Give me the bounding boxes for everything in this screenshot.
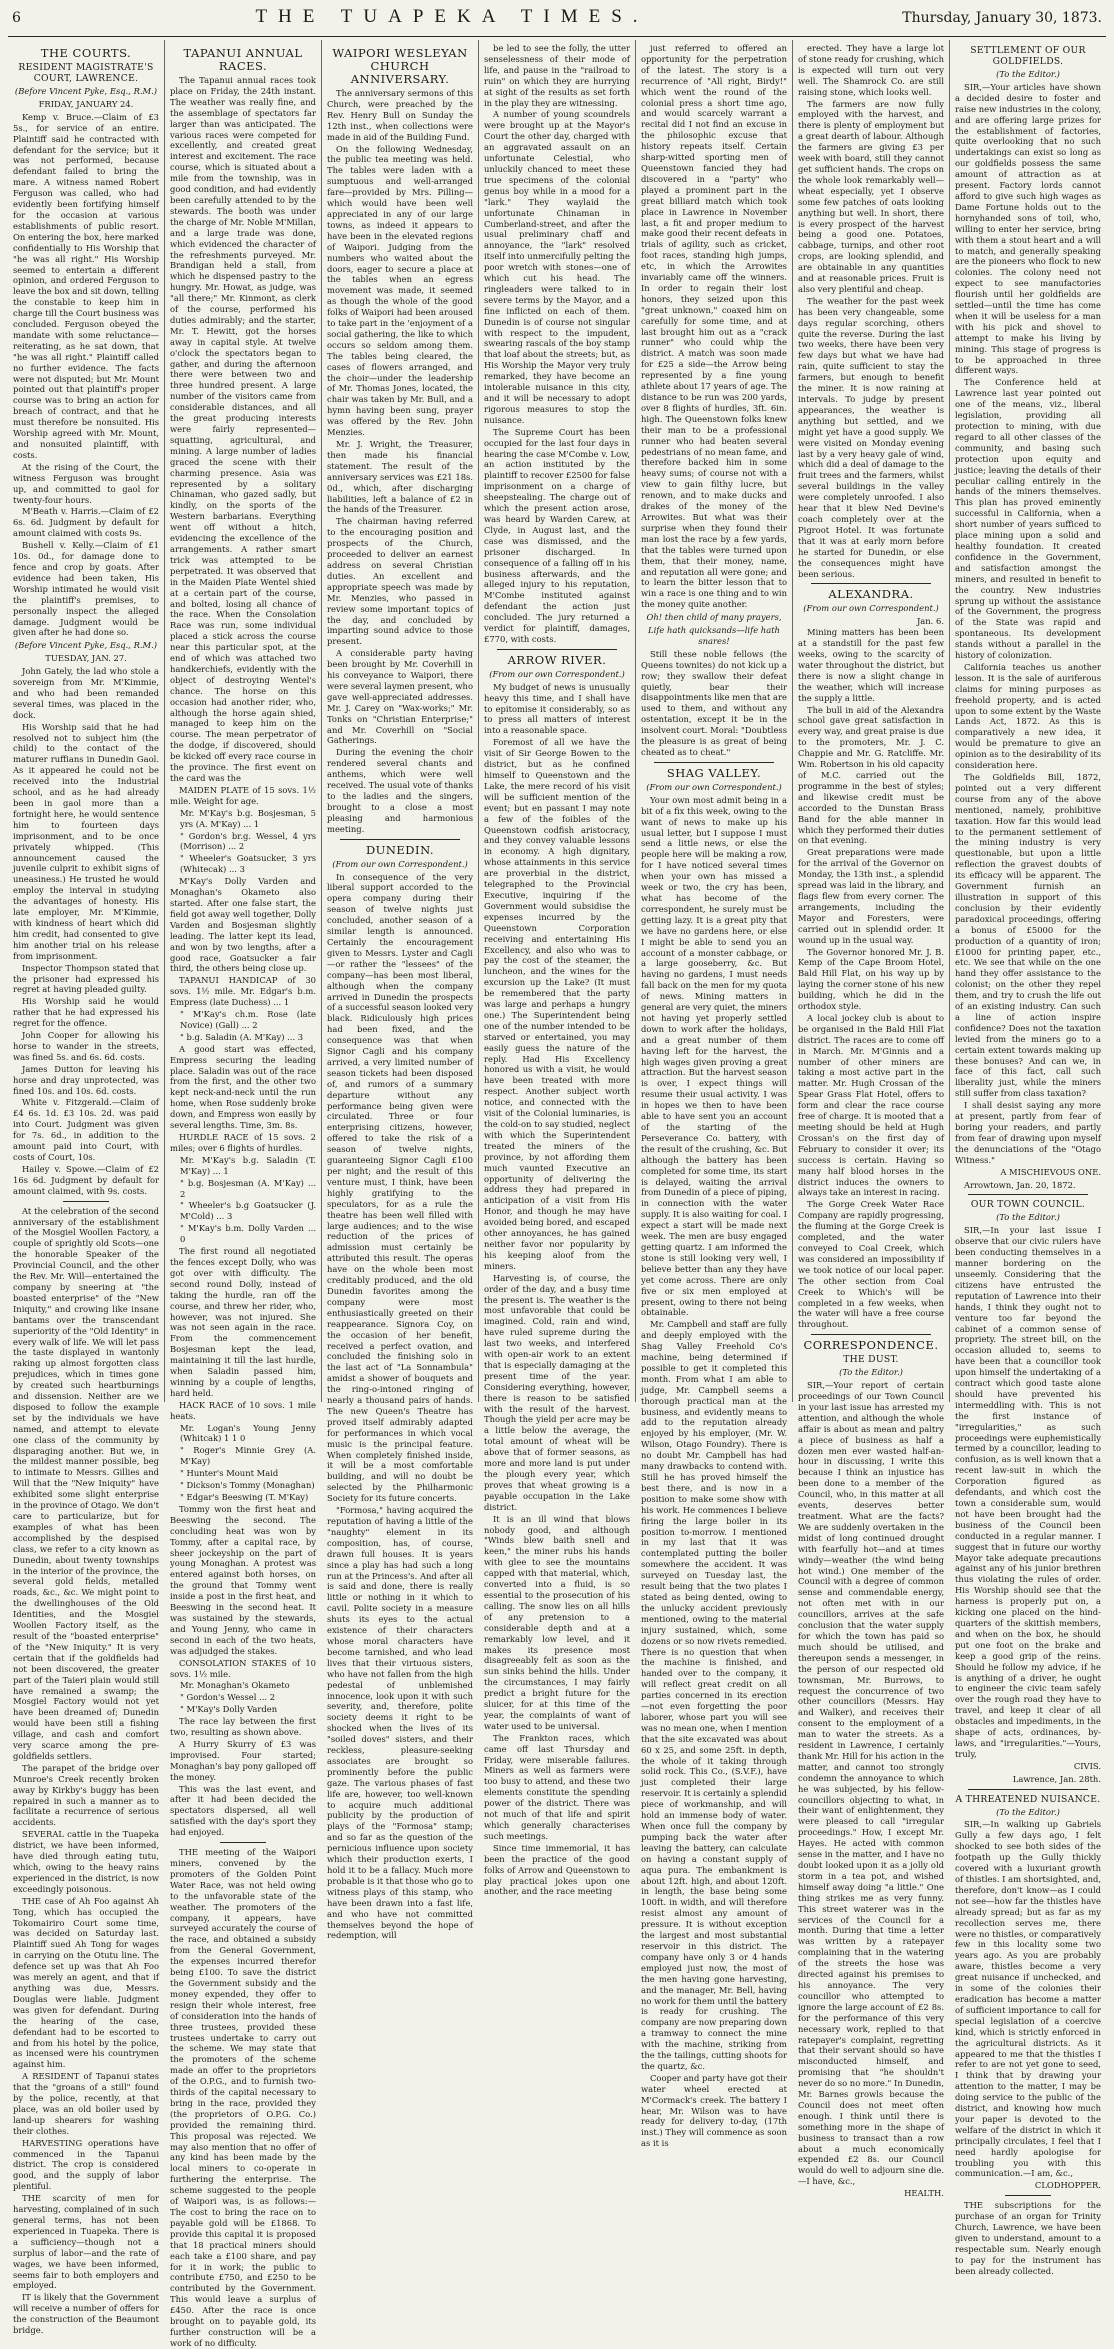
paragraph: erected. They have a large lot of stone ready for crushing, which is expected will turn out very well. The Shamrock Co. are still raising stone, which looks well. <box>798 43 944 97</box>
paragraph: IT is likely that the Government will receive a number of offers for the construction of the Beaumont bridge. <box>13 2292 159 2336</box>
paragraph: Mr. J. Wright, the Treasurer, then made his financial statement. The result of the anniversary services was £21 18s. 0d., which, after discharging liabilities, left a balance of £2 in the hands of the Treasurer. <box>327 439 473 515</box>
paragraph: I shall desist saying any more at present, partly from fear of boring your readers, and partly from fear of drawing upon myself the denunciations of the "Otago Witness." <box>955 1100 1101 1165</box>
race-entry: CONSOLATION STAKES of 10 sovs. 1½ mile. <box>170 1657 316 1679</box>
section-heading-correspondence: CORRESPONDENCE. <box>803 1338 939 1353</box>
paragraph: THE case of Ah Foo against Ah Tong, which has occupied the Tokomairiro Court some time, was decided on Saturday last. Plaintiff sued Ah Tong for wages in carrying on the Otutu line. The defence set up was that Ah Foo was merely an agent, and that if anything was due, Messrs. Douglas were liable. Judgment was given for defendant. During the hearing of the case, defendant had to be escorted to and from his hotel by the police, as incensed were his countrymen against him. <box>13 1895 159 2070</box>
newspaper-title: THE TUAPEKA TIMES. <box>255 6 649 27</box>
paragraph: "Formosa," having acquired the reputation of having a little of the "naughty" element in its composition, has, of course, drawn full houses. It is years since a play has had such a long run at the Princess's. And after all is said and done, there is really little or nothing in it which to cavil. Polite society in a measure shuts its eyes to the actual existence of their characters whose moral characters have become tarnished, and who lead lives that their virtuous sisters, who have not fallen from the high pedestal of unblemished innocence, look upon it with such severity, and, therefore, polite society deems it right to be shocked when the lives of its "soiled doves" sisters, and their reckless, pleasure-seeking associates are brought so prominently before the public gaze. The various phases of fast life are, however, too well-known to acquire much additional publicity by the production of plays of the "Formosa" stamp; and so far as the question of the pernicious influence upon society which their production exerts, I hold it to be a fallacy. Much more probable is it that those who go to witness plays of this stamp, who have been drawn into a fast life, and who have not committed themselves beyond the hope of redemption, will <box>327 1505 474 1941</box>
correspondent-line: (From our own Correspondent.) <box>332 858 468 869</box>
divider <box>811 583 931 584</box>
paragraph: M'Beath v. Harris.—Claim of £2 6s. 6d. Judgment by default for amount claimed with costs 9s. <box>13 506 159 539</box>
paragraph: Still these noble fellows (the Queens townites) do not kick up a row; they swallow their defeat quietly, bear their disappointments like men that are used to them, and without any ostentation, except it be in the insolvent court. Moral: "Doubtless the pleasure is as great of being cheated as to cheat." <box>641 648 787 757</box>
columns <box>8 40 1106 2348</box>
race-entry: " Wheeler's Goatsucker, 3 yrs (Whitecak) ... 3 <box>180 853 316 875</box>
section-heading-alexandra: ALEXANDRA. <box>828 587 914 602</box>
paragraph: Kemp v. Bruce.—Claim of £3 5s., for service of an entire. Plaintiff said he contracted with defendant for the service; but it was not performed, because defendant failed to bring the mare. A witness named Robert Ferguson was called, who had evidently been fortifying himself for the occasion at various establishments of public resort. On entering the box, here marked confidentially to His Worship that "he was all right." His Worship seemed to entertain a different opinion, and ordered Ferguson to leave the box and sit down, telling the constable to keep him in charge till the Court business was concluded. Ferguson obeyed the mandate with some reluctance—reiterating, as he sat down, that "he was all right." Plaintiff called no further evidence. The facts were not disputed; but Mr. Mount pointed out that plaintiff's proper course was to bring an action for breach of contract, and that he must therefore be nonsuited. His Worship agreed with Mr. Mount, and nonsuited plaintiff, with costs. <box>13 111 159 460</box>
paragraph: Bushell v. Kelly.—Claim of £1 10s. 0d., for damage done to fence and crop by goats. After evidence had been taken, His Worship intimated he would visit the plaintiff's premises, to personally inspect the alleged damage. Judgment would be given after he had done so. <box>13 540 159 638</box>
divider <box>811 1334 931 1335</box>
paragraph: The Conference held at Lawrence last year pointed out one of the means, viz., liberal legislation, providing all protection to mining, with due regard to all other classes of the community, and basing such protection upon equity and justice; leaving the details of their peculiar calling entirely in the hands of the miners themselves. This plan has proved eminently successful in California, when a short number of years sufficed to place mining upon a solid and healthy foundation. It created confidence in the Government, and satisfaction amongst the miners, and resulted in benefit to the country. New industries sprung up without the assistance of the Government, the progress of the State was rapid and spontaneous. Its development stands without a parallel in the history of colonization. <box>955 377 1101 661</box>
section-heading-waipori: WAIPORI WESLEYAN CHURCH ANNIVERSARY. <box>332 46 468 86</box>
race-entry: The first round all negotiated the fences except Dolly, who was got over with difficulty. The second round Dolly, instead of taking the hurdle, ran off the course, and threw her rider, who, however, was not injured. She was not seen again in the race. From the commencement Bosjesman kept the lead, maintaining it till the last hurdle, when Saladin passed him, winning by a couple of lengths, hard held. <box>170 1246 316 1398</box>
column-3 <box>322 40 479 1941</box>
paragraph: The bull in aid of the Alexandra school gave great satisfaction in every way, and great praise is due to the promoters, Mr. J. C. Chappie and Mr. G. Ratcliffe. Mr. Wm. Robertson in his old capacity of M.C. carried out the programme in the best of styles; and likewise credit must be accorded to the Dunstan Brass Band for the able manner in which they performed their duties on that evening. <box>798 704 944 846</box>
to-editor: (To the Editor.) <box>996 1806 1060 1817</box>
paragraph: Great preparations were made for the arrival of the Governor on Monday, the 13th inst., a splendid spread was laid in the library, and flags flew from every corner. The arrangements, including the Mayor and Foresters, were carried out in splendid order. It wound up in the usual way. <box>798 847 944 945</box>
to-editor: (To the Editor.) <box>839 1367 903 1378</box>
race-results <box>170 785 316 1838</box>
divider <box>63 1201 109 1202</box>
paragraph: SIR,—In your last issue I observe that our civic rulers have been conducting themselves in a manner bordering on the unseemly. Considering that the citizens have entrusted the reputation of Lawrence into their hands, I think they ought not to venture too far beyond the cabinet of a common sense of propriety. The street bill, on the occasion alluded to, seems to have been that a councillor took upon himself the undertaking of a contract which good taste alone should have prevented his intermeddling with. This is not the first instance of "irregularities," as such proceedings were euphemistically termed by a councillor, leading to confusion, as is well known that a recent law-suit in which the Corporation figured as defendants, and which cost the town a considerable sum, would not have been brought had the business of the Council been conducted in a regular manner. I suggest that in future our worthy Mayor take adequate precautions against any of his junior brethren thus violating the rules of order. His Worship should see that the harness is properly put on, a kicking one placed on the hind-quarters of the skittish members, and when on the box, he should put one foot on the brake and keep a good grip of the reins. Should he follow my advice, if he is anything of a driver, he ought to engineer the civic team safely over the rough road they have to travel, and keep it clear of all obstacles and impediments, in the shape of acts, ordinances, by-laws, and "irregularities."—Yours, truly, <box>955 1225 1101 1759</box>
paragraph: The weather for the past week has been very changeable, some days regular scorching, others quite the reverse. During the last two weeks, there have been very few days but what we have had rain, quite sufficient to stay the farmers, but enough to benefit the miner. It is now raining at intervals. To judge by present appearances, the weather is anything but settled, and we might yet have a good supply. We were visited on Monday evening last by a very heavy gale of wind, which did a deal of damage to the fruit trees and the farmers, whilst several buildings in the valley were completely unroofed. I also hear that it blew Ned Devine's coach completely over at the Pigroot Hotel. It was fortunate that it was at early morn before he started for Dunedin, or else the consequences might have been serious. <box>798 295 944 579</box>
race-entry: A good start was effected, Empress securing the leading place. Saladin was out of the race from the first, and the other two kept neck-and-neck until the run home, when Rose suddenly broke down, and Empress won easily by several lengths. Time, 3m. 8s. <box>170 1043 316 1131</box>
paragraph: The Supreme Court has been occupied for the last four days in hearing the case M'Combe v. Low, an action instituted by the plaintiff to recover £2500 for false imprisonment on a charge of sheepstealing. The charge out of which the present action arose, was heard by Warden Carew, at Clyde, in August last, and the case was dismissed, and the prisoner discharged. In consequence of a falling off in his business afterwards, and the alleged injury to his reputation, M'Combe instituted against defendant the action just concluded. The jury returned a verdict for plaintiff, damages, £770, with costs. <box>484 426 631 644</box>
divider <box>968 1789 1088 1790</box>
section-heading-shag-valley: SHAG VALLEY. <box>666 765 762 780</box>
paragraph: Your own most admit being in a bit of a fix this week, owing to the want of news to make up his usual letter, but I suppose I must send a little news, or else the people here will be making a row, for I have noticed several times when your own has missed a week or two, the cry has been, what has become of the correspondent, he surely must be getting lazy. It is a great pity that we have no gardens here, or else I might be able to send you an account of a monster cabbage, or a large gooseberry, &c. But having no gardens, I must needs fall back on the men for my quota of news. Mining matters in general are very quiet, the miners not having yet properly settled down to work after the holidays, and a great number of them having left for the harvest, the high wages given proving a great attraction. But the harvest season is over, I expect things will resume their usual activity. I was in hopes we then to have been able to have sent you an account of the starting of the Perseverance Co. battery, with the result of the crushing, &c. But although the battery has been completed for some time, its start is delayed, waiting the arrival from Dunedin of a piece of piping, in connection with the water supply. It is also waiting for coal. I expect a start will be made next week. The men are busy engaged getting quartz. I am informed the stone is still looking very well, I believe better than any they have yet come across. There are only five or six men employed at present, owing to there not being obtainable. <box>641 794 787 1318</box>
verse-line: Oh! then child of many prayers, <box>646 612 782 623</box>
court-day: FRIDAY, JANUARY 24. <box>38 98 134 109</box>
race-entry: Mr. Logan's Young Jenny (Whitcak) 1 1 0 <box>180 1422 316 1444</box>
paragraph: White v. Fitzgerald.—Claim of £4 6s. 1d. £3 10s. 2d. was paid into Court. Judgment was given for 7s. 6d., in addition to the amount paid into Court, with costs of Court, 10s. <box>13 1097 159 1162</box>
letter-heading: OUR TOWN COUNCIL. <box>970 1199 1086 1211</box>
race-entry: " Wheeler's b.g Goatsucker (J. M'Cold) ... 3 <box>180 1200 316 1222</box>
paragraph: SIR,—Your articles have shown a decided desire to foster and raise new industries in the colony, and are offering large prizes for the establishment of factories, quite overlooking that no such undertakings can exist so long as our goldfields possess the same amount of attraction as at present. Factory lords cannot afford to give such high wages as Dame Fortune holds out to the hornyhanded sons of toil, who, willing to enter her service, bring with them a stout heart and a will to match, and generally speaking are the pioneers who flock to new colonies. The colony need not expect to see manufactories flourish until her goldfields are settled—until the time has come when it will be useless for a man with his pick and shovel to attempt to make his living by mining. This stage of progress is to be approached in three different ways. <box>955 81 1101 376</box>
before-magistrate: (Before Vincent Pyke, Esq., R.M.) <box>14 640 158 651</box>
paragraph: The Frankton races, which came off last Thursday and Friday, were miserable failures. Miners as well as farmers were too busy to attend, and these two elements constitute the spending power of the district. There was not much of that life and spirit which generally characterises such meetings. <box>484 1732 630 1841</box>
race-entry: " b.g. Saladin (A. M'Kay) ... 3 <box>180 1031 304 1042</box>
race-entry: A Hurry Skurry of £3 was improvised. Four started; Monaghan's bay pony galloped off the money. <box>170 1738 316 1782</box>
paragraph: Since time immemorial, it has been the practice of the good folks of Arrow and Queenstown to play practical jokes upon one another, and the race meeting <box>484 1842 630 1897</box>
paragraph: A RESIDENT of Tapanui states that the "groans of a still" found by the police, recently, at that place, was an old boiler used by land-up shearers for washing their clothes. <box>13 2071 159 2136</box>
divider <box>654 762 774 763</box>
section-heading-courts: THE COURTS. <box>40 46 132 60</box>
court-subheading: RESIDENT MAGISTRATE'S COURT, LAWRENCE. <box>18 62 154 84</box>
signature: CLODHOPPER. <box>1034 2180 1101 2191</box>
paragraph: HARVESTING operations have commenced in the Tapanui district. The crop is considered good, and the supply of labor plentiful. <box>13 2137 159 2192</box>
section-heading-races: TAPANUI ANNUAL RACES. <box>183 46 303 73</box>
signature: CIVIS. <box>1073 1760 1101 1771</box>
to-editor: (To the Editor.) <box>996 69 1060 79</box>
correspondent-line: (From our own Correspondent.) <box>489 668 625 679</box>
paragraph: The Gorge Creek Water Race Company are rapidly progressing, the fluming at the Gorge Creek is completed, and the water conveyed to Coal Creek, which was considered an impossibility if we took notice of our local paper. The other section from Coal Creek to Which's will be completed in a few weeks, when the water will have a free course throughout. <box>798 1199 944 1330</box>
paragraph: The Governor honored Mr. J. B. Kemp of the Cape Broom Hotel, Bald Hill Flat, on his way up by laying the corner stone of his new building, which he did in the orthodox style. <box>798 946 944 1012</box>
race-entry: " M'Kay's Dolly Varden <box>180 1704 278 1715</box>
paragraph: THE subscriptions for the purchase of an organ for Trinity Church, Lawrence, we have been given to understand, amount to a respectable sum. Nearly enough to pay for the instrument has been already collected. <box>955 2200 1101 2276</box>
paragraph: THE scarcity of men for harvesting, complained of in such general terms, has not been experienced in Tuapeka. There is a sufficiency—though not a surplus of labor—and the rate of wages, we have been informed, seems fair to both employers and employed. <box>13 2193 159 2291</box>
issue-date: Thursday, January 30, 1873. <box>902 10 1102 26</box>
paragraph: Mining matters has been been at a standstill for the past few weeks, owing to the scarcity of water throughout the district, but there is now a slight change in the weather, which will increase the supply a little. <box>798 627 944 703</box>
race-entry: HURDLE RACE of 15 sovs. 2 miles; over 6 flights of hurdles. <box>170 1132 316 1153</box>
paragraph: The anniversary sermons of this Church, were preached by the Rev. Henry Bull on Sunday the 12th inst., when collections were made in aid of the Building Fund. <box>327 88 473 142</box>
column-7 <box>950 40 1106 2276</box>
race-entry: Mr. M'Kay's b.g. Saladin (T. M'Kay) ... 1 <box>180 1154 316 1176</box>
divider <box>497 649 617 650</box>
paragraph: Foremost of all we have the visit of Sir George Bowen to the district, but as he confined himself to Queenstown and the Lake, the mere record of his visit will be sufficient mention of the event; but en passant I may note a few of the foibles of the Queenstown codfish aristocracy, and they convey valuable lessons in economy. A high dignitary, whose attainments in this service are proverbial in the district, telegraphed to the Provincial Executive, inquiring if the Government would subsidise the expenses incurred by the Queenstown Corporation receiving and entertaining His Excellency, and also who was to pay the cost of the steamer, the luncheon, and the wines for the excursion up the Lake? (It must be remembered that the party was large and perhaps a hungry one.) The Superintendent being one of the number intended to be starved or entertained, you may easily guess the nature of the reply. Had His Excellency honored us with a visit, he would have been treated with more respect. Another subject worth notice, and connected with the visit of the Colonial luminaries, is the cold-on to say studied, neglect with which the Superintendent treated the miners of the province, by not affording them much vaunted Executive an opportunity of delivering the address they had prepared in anticipation of a visit from His Honor, and though he may have avoided being bored, and escaped other annoyances, he has gained neither favor nor popularity by his keeping aloof from the miners. <box>484 737 630 1271</box>
column-2 <box>165 40 322 2348</box>
divider <box>968 1194 1088 1195</box>
page-number: 6 <box>12 10 21 26</box>
section-heading-arrow-river: ARROW RIVER. <box>507 652 607 667</box>
divider <box>340 839 460 840</box>
race-entry: Tommy won the first heat and Beeswing the second. The concluding heat was won by Tommy, after a capital race, by sheer jockeyship on the part of young Monaghan. A protest was entered against both horses, on the ground that Tommy went inside a post in the first heat, and Beeswing in the second heat. It was sustained by the stewards, and Young Jenny, who came in second in each of the two heats, was adjudged the stakes. <box>170 1503 316 1656</box>
paragraph: Cooper and party have got their water wheel erected at M'Cormack's creek. The battery I hear, Mr. Wilson was to have ready for delivery to-day, (17th inst.) They will commence as soon as it is <box>641 2072 787 2149</box>
letter-heading: SETTLEMENT OF OUR GOLDFIELDS. <box>970 45 1086 67</box>
letter-heading: THE DUST. <box>843 1354 899 1366</box>
race-entry: " Gordon's Wessel ... 2 <box>180 1692 276 1703</box>
paragraph: The Tapanui annual races took place on Friday, the 24th instant. The weather was really fine, and the assemblage of spectators far larger than was anticipated. The various races were competed for excellently, and created great interest and excitement. The race course, which is situated about a mile from the township, was in good condition, and had evidently been carefully attended to by the stewards. The booth was under the charge of Mr. Noble M'Millan, and a large trade was done, which evidenced the character of the refreshments purveyed. Mr. Brandigan held a stall, from which he dispensed pastry to the hungry. Mr. Howat, as judge, was "all there;" Mr. Kinmont, as clerk of the course, performed his duties admirably; and the starter, Mr. T. Hewitt, got the horses away in capital style. At twelve o'clock the spectators began to gather, and during the afternoon there were between two and three hundred present. A large number of the visitors came from considerable distances, and all the great producing interests were fairly represented—squatting, agricultural, and mining. A large number of ladies graced the scene with their charming presence. Asia was represented by a solitary Chinaman, who gazed sadly, but kindly, on the sports of the Western barbarians. Everything went off without a hitch, evidencing the excellence of the arrangements. A rather smart trick was attempted to be perpetrated. It was observed that in the Maiden Plate Wentel shied at a certain part of the course, and bolted, losing all chance of the race. When the Consolation Race was run, some individual placed a stick across the course near this particular spot, at the end of which was attached two handkerchiefs, evidently with the object of destroying Wentel's chance. The horse on this occasion had another rider, who, although the horse again shied, managed to keep him on the course. The mean perpetrator of the dodge, if discovered, should be kicked off every race course in the province. The first event on the card was the <box>170 75 316 783</box>
paragraph: My budget of news is unusually heavy this time, and I shall have to epitomise it considerably, so as to press all matters of interest into a reasonable space. <box>484 681 630 736</box>
paragraph: At the rising of the Court, the witness Ferguson was brought up, and committed to gaol for twenty-four hours. <box>13 461 159 505</box>
paragraph: His Worship said that he had resolved not to subject him (the child) to the contact of the maturer ruffians in Dunedin Gaol. As it appeared he could not be received into the Industrial school, and as he had already been in gaol more than a fortnight here, he would sentence him to fourteen days imprisonment, and to be once privately whipped. (This announcement caused the juvenile culprit to exhibit signs of uneasiness.) He trusted he would employ the interval in studying the advantages of honesty. His late employer, Mr. M'Kimmie, with kindness of heart which did him credit, had consented to give him another trial on his release from imprisonment. <box>13 721 159 961</box>
paragraph: The farmers are now fully employed with the harvest, and there is plenty of employment but a great dearth of labour. Although the farmers are giving £3 per week with board, still they cannot get sufficient hands. The crops on the whole look remarkably well—wheat especially, yet I observe some few patches of oats looking anything but well. In short, there is every prospect of the harvest being a good one. Potatoes, cabbage, turnips, and other root crops, are looking splendid, and are obtainable in any quantities and at reasonable prices. Fruit is also very plentiful and cheap. <box>798 98 944 294</box>
race-entry: Mr. M'Kay's b.g. Bosjesman, 5 yrs (A. M'Kay) ... 1 <box>180 807 316 829</box>
paragraph: Mr. Campbell and staff are fully and deeply employed with the Shag Valley Freehold Co's machine, being determined if possible to get it completed this month. From what I am able to judge, Mr. Campbell seems a thorough practical man at the business, and evidently means to add to the reputation already enjoyed by his employer, (Mr. W. Wilson, Otago Foundry). There is no doubt Mr. Campbell has had many drawbacks to contend with. Still he has proved himself the best there, and is now in a position to make some show with his work. He commences I believe firing the large boiler in its position to-morrow. I mentioned in my last that it was contemplated putting the boiler somewhere the accident. It was surveyed on Tuesday last, the result being that the two plates I stated as being dented, owing to the unlucky accident previously mentioned, owing to the material injury sustained, which, some dozens or so now rivets remedied. There is no question that when the machine is finished, and handed over to the company, it will reflect great credit on all parties concerned in its erection—not even forgetting the poor laborer, whose part you will see was no mean one, when I mention that the site excavated was about 60 x 25, and some 25ft. in depth, the whole of it taking through solid rock. This Co., (S.V.F.), have just completed their large reservoir. It is certainly a splendid piece of workmanship, and will hold an immense body of water. When once full the company by pumping back the water after leaving the battery, can calculate on having a constant supply of aqua pura. The embankment is about 12ft. high, and about 120ft. in length, the base being some 100ft. in width, and will therefore resist almost any amount of pressure. It is without exception the largest and most substantial reservoir in this district. The company have only 3 or 4 hands employed just now, the most of the men having gone harvesting, and the manager, Mr. Bell, having no work for them until the battery is ready for crushing. The company are now preparing down a tramway to connect the mine with the machine, striking from the the tailings, cutting shoots for the quartz, &c. <box>641 1319 787 2071</box>
signature: A MISCHIEVOUS ONE. <box>1000 1166 1101 1177</box>
correspondent-line: (From our own Correspondent.) <box>646 781 782 792</box>
race-entry: This was the last event, and after it had been decided the spectators dispersed, all well satisfied with the day's sport they had enjoyed. <box>170 1783 316 1838</box>
race-entry: Mr. Monaghan's Okameto <box>180 1680 290 1691</box>
race-entry: " b.g. Bosjesman (A. M'Kay) ... 2 <box>180 1177 316 1199</box>
paragraph: SIR,—In walking up Gabriels Gully a few days ago, I felt shocked to see both sides of the footpath up the Gully thickly covered with a luxuriant growth of thistles. I am shortsighted, and, therefore, don't know—as I could not see—how far the thistles have already spread; but as far as my recollection serves me, there were no thistles, or comparatively few in this locality some two years ago. As you are probably aware, thistles become a very great nuisance if unchecked, and in some of the colonies their eradication has become a matter of sufficient importance to call for special legislation of a coercive kind, which is strictly enforced in the agricultural districts. As it appeared to me that the thistles I refer to are not yet gone to seed, I think that by drawing your attention to the matter, I may be doing service to the public of the district, and knowing how much your paper is devoted to the welfare of the district in which it principally circulates, I feel that I need hardly apologise for troubling you with this communication.—I am, &c., <box>955 1819 1101 2179</box>
paragraph: The Goldfields Bill, 1872, pointed out a very different course from any of the above mentioned, namely, prohibitive taxation. How far this would lead to the permanent settlement of the mining industry is very questionable, but upon a little reflection the gravest doubts of its efficacy will be apparent. The Government furnish an illustration in support of this conclusion by their evidently paradoxical proceedings, offering a bonus of £5000 for the production of a quantity of iron; £1000 for printing paper, etc., etc. We see that while on the one hand they offer assistance to the colonist; on the other they repel them, and try to crush the life out of an existing industry. Can such a line of action inspire confidence? Does not the taxation levied from the miners go to a certain extent towards making up these bonuses? And can we, in face of this fact, call such liberality just, while the miners still suffer from class taxation? <box>955 772 1101 1099</box>
race-entry: " M'Kay's b.m. Dolly Varden ... 0 <box>180 1223 316 1245</box>
paragraph: Hailey v. Spowe.—Claim of £2 16s 6d. Judgment by default for amount claimed, with 9s. costs. <box>13 1163 159 1196</box>
column-4 <box>479 40 636 1897</box>
paragraph: THE meeting of the Waipori miners, convened by the promoters of the Golden Point Water Race, was not held owing to the unfavorable state of the weather. The promoters of the company, it appears, have surveyed accurately the course of the race, and obtained a subsidy from the General Government, the expenses incurred therefor being £100. To save the district the Government subsidy and the money expended, they offer to resign their whole interest, free of consideration into the hands of three trustees, provided these trustees undertake to carry out the scheme. We may state that the promoters of the scheme made an offer to the proprietors of the O.P.G., and to furnish two-thirds of the capital necessary to bring in the race, provided they (the proprietors of O.P.G. Co.) provided the remaining third. This proposal was rejected. We may also mention that no offer of any kind has been made by the local miners to co-operate in furthering the enterprise. The scheme suggested to the people of Waipori was, is as follows:—The cost to bring the race on to payable gold will be £1868. To provide this capital it is proposed that 18 practical miners should each take a £100 share, and pay for it in work; the public to contribute £750, and £250 to be contributed by the Government. This would leave a surplus of £450. After the race is once brought on to payable gold, its further construction will be a work of no difficulty. <box>170 1847 316 2348</box>
correspondent-line: (From our own Correspondent.) <box>803 603 939 614</box>
paragraph: His Worship said he would rather that he had expressed his regret for the offence. <box>13 996 159 1029</box>
paragraph: John Cooper for allowing his horse to wander in the streets, was fined 5s. and 6s. 6d. costs. <box>13 1030 159 1062</box>
signature-place: Arrowtown, Jan. 20, 1872. <box>964 1179 1076 1190</box>
race-entry: " Edgar's Beeswing (T. M'Kay) <box>180 1492 309 1502</box>
paragraph: In consequence of the very liberal support accorded to the opera company during their season of twelve nights just concluded, another season of a similar length is announced. Certainly the encouragement given to Messrs. Lyster and Cagli—or rather the "lessees" of the company—has been most liberal, although when the company arrived in Dunedin the prospects of a successful season looked very black. Ridiculously high prices had been fixed, and the consequence was that when Signor Cagli and his company arrived, a very limited number of season tickets had been disposed of, and rumors of a summary departure without any performance being given were circulated. Three or four enterprising citizens, however, offered to take the risk of a season of twelve nights, guaranteeing Signor Cagli £100 per night; and the result of this venture must, I think, have been highly gratifying to the speculators, for as a rule the theatre has been well filled with large audiences; and to the wise reduction of the prices of admission must certainly be attributed this result. The operas have on the whole been most creditably produced, and the old Dunedin favorites among the company were most enthusiastically greeted on their reappearance. Signora Coy, on the occasion of her benefit, received a perfect ovation, and concluded the finishing solo in the last act of "La Sonnambula" amidst a shower of bouquets and the ring-o-intoned ringing of nearly a thousand pairs of hands. The new Queen's Theatre has proved itself admirably adapted for performances in which vocal music is the principal feature. When completely finished inside, it will be a most comfortable building, and will no doubt be selected by the Philharmonic Society for its future concerts. <box>327 871 473 1504</box>
paragraph: just referred to offered an opportunity for the perpetration of the latest. The story is a recurrence of "All right, Birdy!" which went the round of the colonial press a short time ago, and would scarcely warrant a recital did I not find an excuse in the philosophic excuse that history repeats itself. Certain sharp-witted sporting men of Queenstown fancied they had discovered in a "party" who played a prominent part in the great billiard match which took place in Lawrence in November last, a fit and proper medium to make good their recent defeats in trials of agility, such as cricket, foot races, standing high jumps, etc, in which the Arrowites invariably came off the winners. In order to regain their lost honors, they seized upon this "great unknown," coaxed him on carefully for some time, and at last brought him out as a "crack runner" who could whip the district. A match was soon made for £25 a side—the Arrow being represented by a fine young athlete about 17 years of age. The distance to be run was 200 yards, over 8 flights of hurdles, 3ft. 6in. high. The Queenstown folks knew their man to be a professional runner who had beaten several pedestrians of no mean fame, and therefore backed him in some heavy sums; of course not with a view to gain filthy lucre, but renown, and to make ducks and drakes of the money of the Arrowites. But what was their surprise when they found their man lost the race by a few yards, that the tables were turned upon them, that their money, name, and reputation all were gone; and to learn the bitter lesson that to win a race is one thing and to win the money quite another. <box>641 43 787 610</box>
to-editor: (To the Editor.) <box>996 1212 1060 1223</box>
paragraph: A considerable party having been brought by Mr. Coverhill in his conveyance to Waipori, there were several laymen present, who gave well-appreciated addresses. Mr. J. Carey on "Wax-works;" Mr. Tonks on "Christian Enterprise;" and Mr. Coverhill on "Social Gatherings. <box>327 648 473 746</box>
paragraph: James Dutton for leaving his horse and dray unprotected, was fined 10s. and 10s. 6d. costs. <box>13 1063 159 1096</box>
paragraph: California teaches us another lesson. It is the sale of auriferous claims for mining purposes as freehold property, and is acted upon to some extent by the Waste Lands Act, 1872. As this is comparatively a new idea, it would be premature to give an opinion as to the desirability of its consideration here. <box>955 661 1101 771</box>
paragraph: John Gately, the lad who stole a sovereign from Mr. M'Kimmie, and who had been remanded several times, was placed in the dock. <box>13 666 159 720</box>
paragraph: It is an ill wind that blows nobody good, and although "Winds blew baith snell and keen," the miner rubs his hands with glee to see the mountains capped with that material, which, converted into a fluid, is so essential to the prosecution of his calling. The snow lies on all hills of any pretension to a considerable depth and at a remarkably low level, and it makes its presence most disagreeably felt as soon as the sun sinks behind the hills. Under the circumstances, I may fairly predict a bright future for the sluicer, for at this time of the year, the complaints of want of water used to be universal. <box>484 1513 630 1731</box>
paragraph: A number of young scoundrels were brought up at the Mayor's Court the other day, charged with an aggravated assault on an unfortunate Celestial, who unluckily chanced to meet these true specimens of the colonial genus boy while in a mood for a "lark." They waylaid the unfortunate Chinaman in Cumberland-street, and after the usual preliminary chaff and annoyance, the "lark" resolved itself into unmercifully pelting the poor wretch with stones—one of which cut his head. The ringleaders were talked to in severe terms by the Mayor, and a fine inflicted on each of them. Dunedin is of course not singular with respect to the impudent, swearing rascals of the boy stamp that loaf about the streets; but, as His Worship the Mayor very truly remarked, they have become an intolerable nuisance in this city, and it will be necessary to adopt rigorous measures to stop the nuisance. <box>484 109 630 425</box>
verse-line: Life hath quicksands—life hath snares! <box>648 625 780 646</box>
paragraph: During the evening the choir rendered several chants and anthems, which were well received. The usual vote of thanks to the ladies and the singers, brought to a close a most pleasing and harmonious meeting. <box>327 747 473 834</box>
race-entry: HACK RACE of 10 sovs. 1 mile heats. <box>170 1399 316 1421</box>
court-day: TUESDAY, JAN. 27. <box>45 653 127 664</box>
column-5 <box>636 40 793 2149</box>
before-magistrate: (Before Vincent Pyke, Esq., R.M.) <box>14 86 158 96</box>
section-heading-dunedin: DUNEDIN. <box>365 842 435 857</box>
paragraph: The parapet of the bridge over Munroe's Creek recently broken away by Kirkby's buggy has been repaired in such a manner as to facilitate a recurrence of serious accidents. <box>13 1762 159 1828</box>
signature: HEALTH. <box>904 2188 944 2199</box>
dateline: Jan. 6. <box>916 616 944 627</box>
race-entry: " M'Kay's ch.m. Rose (late Novice) (Gall) ... 2 <box>180 1009 316 1030</box>
race-entry: MAIDEN PLATE of 15 sovs. 1½ mile. Weight for age. <box>170 784 316 806</box>
paragraph: Harvesting is, of course, the order of the day, and a busy time the present is. The weather is the most unfavorable that could be imagined. Cold, rain and wind, have ruled supreme during the last two weeks, and interfered with open-air work to an extent that is especially damaging at the present time of the year. Considering everything, however, there is reason to be satisfied with the result of the harvest. Though the yield per acre may be a little below the average, the total amount of wheat will be above that of former seasons, as more and more land is put under the plough every year, which proves that wheat growing is a payable occupation in the Lake district. <box>484 1272 630 1512</box>
column-6 <box>793 40 950 2199</box>
race-entry: TAPANUI HANDICAP of 30 sovs. 1½ mile. Mr. Edgar's b.m. Empress (late Duchess) ... 1 <box>170 975 316 1008</box>
letter-heading: A THREATENED NUISANCE. <box>955 1793 1101 1805</box>
paragraph: SIR,—Your report of certain proceedings of our Town Council in your last issue has arrested my attention, and although the whole affair is about as mean and paltry a piece of business as half a dozen men ever wasted half-an-hour in discussing, I write this because I think an injustice has been done to a member of the Council, who, in this matter at all events, deserves better treatment. What are the facts? We are suddenly overtaken in the midst of long continued drought with fearfully hot—and at times windy—weather (the wind being hot wind.) One member of the Council with a degree of common sense and commendable energy, not often met with in our councillors, arrives at the safe conclusion that the water supply for which the town has paid so much should be utilised, and thereupon sends a messenger, in the person of our respected old townsman, Mr. Burrows, to request the concurrence of two other councillors (Messrs. Hay and Walker), and receives their consent to the employment of a man to water the streets. As a resident in Lawrence, I certainly thank Mr. Hill for his action in the matter, and cannot too strongly condemn the annoyance to which he was subjected, by his fellow-councillors objecting to what, in their want of enlightenment, they were pleased to call "irregular proceedings." How, I except Mr. Hayes. He acted with common sense in the matter, and I have no doubt looked upon it as a jolly old storm in a tea pot, and wished himself away doing "a little." One thing strikes me as very funny. This street waterer was in the services of the Council for a month. During that time a letter was written by a ratepayer complaining that in the watering of the streets the hose was directed against his premises to his annoyance. The very councillor who attempted to ignore the large account of £2 8s. for the performance of this very necessary work, replied to that ratepayer's complaint, regretting that their servant should so have misconducted himself, and promising that "he shouldn't never do so no more." In Dunedin, Mr. Barnes growls because the Council does not meet often enough. I think until there is something more in the shape of business to transact than a row about a much economically expended £2 8s. our Council would do well to adjourn sine die.—I have, &c., <box>798 1380 944 2187</box>
race-entry: " Hunter's Mount Maid <box>180 1468 279 1479</box>
race-entry: The race lay between the first two, resulting as shown above. <box>170 1716 316 1738</box>
signature-place: Lawrence, Jan. 28th. <box>1012 1773 1101 1784</box>
race-entry: " Gordon's br.g. Wessel, 4 yrs (Morrison) ... 2 <box>180 830 316 852</box>
masthead <box>8 6 1106 37</box>
divider <box>220 1842 266 1843</box>
paragraph: At the celebration of the second anniversary of the establishment of the Mosgiel Woollen Factory, a couple of sprightly old Scots—one the honorable Speaker of the Provincial Council, and the other the Rev. Mr. Will—entertained the company by sneering at "the boasted enterprise" of the "New Iniquity," and crowing like insane bantams over the transcendant superiority of the "Old Identity" in every walk of life. We will let pass the taste displayed in wantonly raking up almost forgotten class prejudices, which in times gone by created such heartburnings and dissension. Neither are we disposed to follow the example set by the individuals we have named, and attempt to elevate one class of the community by disparaging another. But we, in the mildest manner possible, beg to intimate to Messrs. Gillies and Will that the "New Iniquity" have exhibited some slight enterprise in the province of Otago. We don't care to particularize, but for examples of what has been accomplished by the despised class, we refer to a city known as Dunedin, about twenty townships in the interior of the province, the several gold fields, metalled roads, &c., &c. We might point to the dwellinghouses of the Old Identities, and the Mosgiel Woollen Factory itself, as the result of the "boasted enterprise" of the "New Iniquity." It is very certain that if the goldfields had not been discovered, the greater part of the Taieri plain would still have remained a swamp; the Mosgiel Factory would not yet have been dreamed of; Dunedin would have been still a fishing village, and cash and comfort very scarce among the pre-goldfields settlers. <box>13 1205 159 1761</box>
race-entry: " Roger's Minnie Grey (A. M'Kay) <box>180 1445 316 1467</box>
paragraph: A local jockey club is about to be organised in the Bald Hill Flat district. The races are to come off in March. Mr. M'Ginnis and a number of other miners are taking a most active part in the matter. Mr. Hugh Crossan of the Spear Grass Flat Hotel, offers to form and clear the race course free of charge. It is mooted that a meeting should be held at Hugh Crossan's on the first day of February to consider it over; its success is certain. Having so many half blood horses in the district induces the owners to always take an interest in racing. <box>798 1012 944 1198</box>
paragraph: The chairman having referred to the encouraging position and prospects of the Church, proceeded to deliver an earnest address on several Christian duties. An excellent and appropriate speech was made by Mr. Menzies, who passed in review some important topics of the day, and concluded by imparting sound advice to those present. <box>327 516 473 647</box>
divider <box>1005 2195 1051 2196</box>
paragraph: SEVERAL cattle in the Tuapeka district, we have been informed, have died through eating tutu, which, owing to the heavy rains experienced in the district, is now exceedingly poisonous. <box>13 1829 159 1894</box>
column-1 <box>8 40 165 2336</box>
race-entry: M'Kay's Dolly Varden and Monaghan's Okameto also started. After one false start, the field got away well together, Dolly Varden and Bosjesman slightly leading. The latter kept its lead, and won by two lengths, after a good race, Goatsucker a fair third, the others being close up. <box>170 876 316 974</box>
paragraph: be led to see the folly, the utter senselessness of their mode of life, and pause in the "railroad to ruin" on which they are hurrying at sight of the results as set forth in the play they are witnessing. <box>484 43 630 108</box>
paragraph: Inspector Thompson stated that the prisoner had expressed his regret at having pleaded guilty. <box>13 962 159 995</box>
race-entry: " Dickson's Tommy (Monaghan) <box>180 1480 315 1491</box>
paragraph: On the following Wednesday, the public tea meeting was held. The tables were laden with a sumptuous and well-arranged fare—provided by Mrs. Pilling—which would have been well appreciated in any of our large towns, as indeed it appears to have been in the elevated regions of Waipori. Judging from the numbers who waited about the doors, eager to secure a place at the tables when an egress movement was made, it seemed as though the whole of the good folks of Waipori had been aroused to take part in the 'enjoyment of a social gathering, the like to which occurs so seldom among them. The tables being cleared, the cases of flowers arranged, and the choir—under the leadership of Mr. Thomas Jones, located, the chair was taken by Mr. Bull, and a hymn having been sung, prayer was offered by the Rev. John Menzies. <box>327 143 473 438</box>
